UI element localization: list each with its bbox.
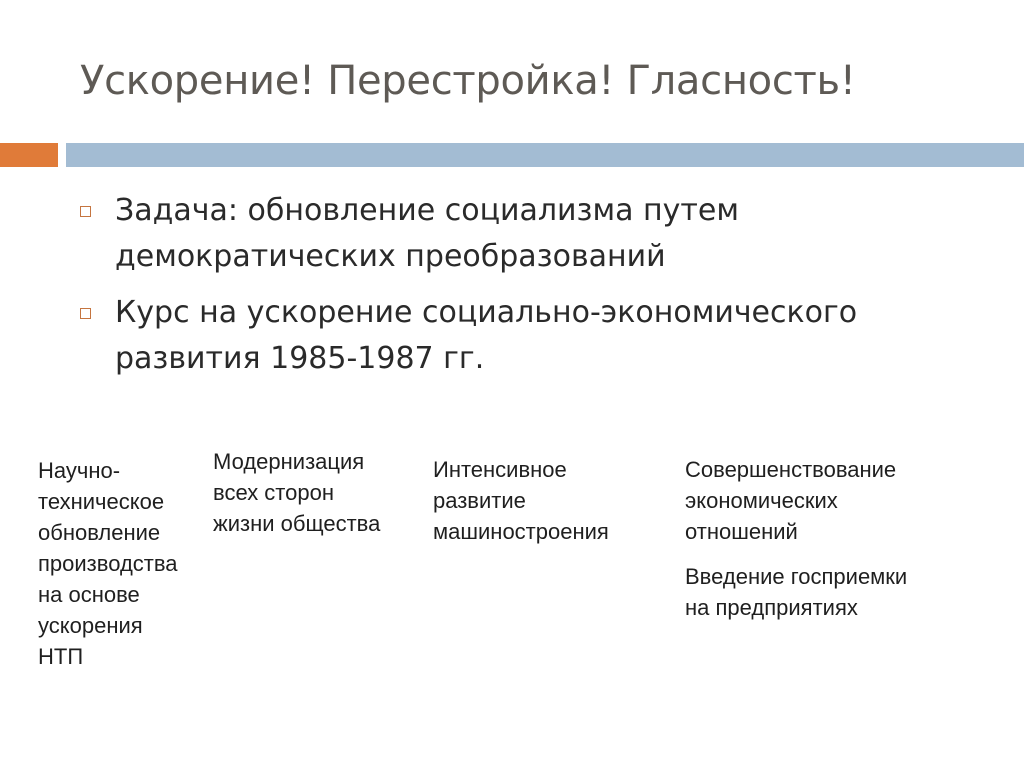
column-line: экономических: [685, 488, 838, 513]
column-line: НТП: [38, 644, 84, 669]
bullet-line: развития 1985-1987 гг.: [115, 341, 485, 376]
bullet-list: [78, 188, 978, 392]
bullet-line: Задача: обновление социализма путем: [115, 193, 739, 228]
column-line: всех сторон: [213, 480, 334, 505]
column-line: Модернизация: [213, 449, 365, 474]
column-machine-building: [433, 454, 663, 547]
column-line: Совершенствование: [685, 457, 897, 482]
column-scientific-renewal: [38, 455, 213, 672]
column-line: развитие: [433, 488, 526, 513]
column-line: обновление: [38, 520, 161, 545]
column-line: Интенсивное: [433, 457, 567, 482]
title-divider-bar: [66, 143, 1024, 167]
column-line: техническое: [38, 489, 165, 514]
bullet-item-task: [78, 188, 978, 280]
column-line: ускорения: [38, 613, 143, 638]
column-line: жизни общества: [213, 511, 381, 536]
column-line: Введение госприемки: [685, 564, 908, 589]
square-outline-bullet-icon: [80, 206, 91, 217]
column-line: Научно-: [38, 458, 121, 483]
bullet-line: демократических преобразований: [115, 239, 666, 274]
column-line: отношений: [685, 519, 798, 544]
column-modernization: [213, 446, 423, 539]
column-line: производства: [38, 551, 178, 576]
bullet-line: Курс на ускорение социально-экономического: [115, 295, 858, 330]
square-outline-bullet-icon: [80, 308, 91, 319]
column-line: машиностроения: [433, 519, 609, 544]
accent-bar: [0, 143, 58, 167]
slide-title: Ускорение! Перестройка! Гласность!: [80, 58, 856, 104]
column-line: на основе: [38, 582, 140, 607]
bullet-item-course: [78, 290, 978, 382]
column-economic-relations: [685, 454, 1005, 623]
column-line: на предприятиях: [685, 595, 858, 620]
